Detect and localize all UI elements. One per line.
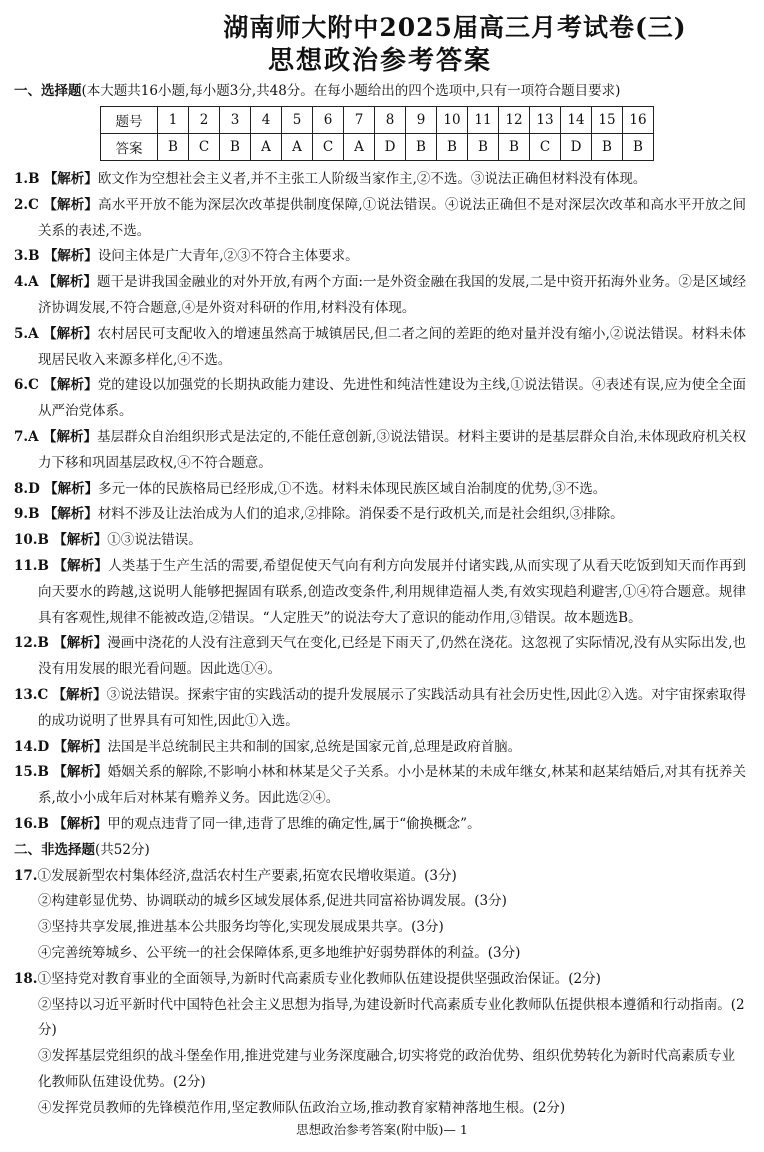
explanation-item [14, 812, 746, 838]
analysis-tag: 【解析】 [53, 635, 108, 652]
question-number-cell: 11 [468, 107, 499, 134]
item-number: 14.D [14, 738, 50, 755]
item-number: 7.A [14, 428, 39, 445]
analysis-tag: 【解析】 [42, 274, 98, 291]
section-2-label: 二、非选择题 [14, 841, 95, 858]
explanation-text: 高水平开放不能为深层次改革提供制度保障,①说法错误。④说法正确但不是对深层次改革和高水平开放之间关系的表述,不选。 [38, 196, 747, 239]
question-number-cell: 6 [313, 107, 344, 134]
q18-point: ④发挥党员教师的先锋模范作用,坚定教师队伍政治立场,推动教育家精神落地生根。(2分) [38, 1099, 566, 1116]
q18-point: ①坚持党对教育事业的全面领导,为新时代高素质专业化教师队伍建设提供坚强政治保证。(2分) [37, 970, 601, 987]
section-2-note: (共52分) [95, 841, 150, 858]
explanation-text: 党的建设以加强党的长期执政能力建设、先进性和纯洁性建设为主线,①说法错误。④表述有误,应为使全全面从严治党体系。 [38, 377, 746, 420]
question-18 [14, 967, 746, 1122]
answer-cell: C [189, 134, 220, 161]
question-number-cell: 16 [623, 107, 654, 134]
q17-point: ④完善统筹城乡、公平统一的社会保障体系,更多地维护好弱势群体的利益。(3分) [38, 944, 521, 961]
question-number-cell: 8 [375, 107, 406, 134]
q18-point: ②坚持以习近平新时代中国特色社会主义思想为指导,为建设新时代高素质专业化教师队伍提供根本遵循和行动指南。(2分) [38, 996, 745, 1039]
answer-cell: B [592, 134, 623, 161]
answer-cell: B [406, 134, 437, 161]
item-number: 8.D [14, 480, 40, 497]
answer-cell: B [158, 134, 189, 161]
q18-first-point [14, 967, 746, 993]
answer-cell: B [499, 134, 530, 161]
row-label-answer: 答案 [101, 134, 158, 161]
analysis-tag: 【解析】 [44, 480, 99, 497]
section-1-heading [14, 80, 746, 102]
explanation-item [14, 477, 746, 503]
explanation-item [14, 554, 746, 631]
explanation-text: 法国是半总统制民主共和制的国家,总统是国家元首,总理是政府首脑。 [107, 738, 522, 755]
page-footer: 思想政治参考答案(附中版)— 1 [296, 1122, 468, 1137]
item-number: 3.B [14, 248, 40, 265]
item-number: 2.C [14, 196, 39, 213]
question-number-cell: 9 [406, 107, 437, 134]
row-label-number: 题号 [101, 107, 158, 134]
analysis-tag: 【解析】 [53, 815, 108, 832]
answer-cell: C [313, 134, 344, 161]
explanation-text: 基层群众自治组织形式是法定的,不能任意创新,③说法错误。材料主要讲的是基层群众自治,未体现政府机关权力下移和巩固基层政权,④不符合题意。 [38, 428, 747, 471]
analysis-tag: 【解析】 [53, 738, 108, 755]
analysis-tag: 【解析】 [42, 325, 98, 342]
question-number-cell: 1 [158, 107, 189, 134]
item-number: 5.A [14, 325, 39, 342]
explanation-item [14, 683, 746, 735]
answer-cell: A [344, 134, 375, 161]
analysis-tag: 【解析】 [43, 171, 98, 187]
item-number: 6.C [14, 377, 39, 394]
analysis-tag: 【解析】 [42, 428, 98, 445]
analysis-tag: 【解析】 [52, 686, 107, 703]
answer-cell: B [437, 134, 468, 161]
explanation-text: 多元一体的民族格局已经形成,①不选。材料未体现民族区域自治制度的优势,③不选。 [98, 480, 607, 497]
analysis-tag: 【解析】 [43, 248, 98, 265]
explanation-item [14, 502, 746, 528]
answer-cell: D [375, 134, 406, 161]
answer-cell: B [220, 134, 251, 161]
section-2-heading [14, 838, 746, 864]
answer-table [100, 106, 654, 161]
explanation-item [14, 244, 746, 270]
item-number: 1.B [14, 171, 40, 187]
exam-title: 湖南师大附中2025届高三月考试卷(三) [223, 13, 687, 42]
explanation-item [14, 528, 746, 554]
explanation-text: 材料不涉及让法治成为人们的追求,②排除。消保委不是行政机关,而是社会组织,③排除。 [97, 506, 624, 523]
question-number-cell: 12 [499, 107, 530, 134]
analysis-tag: 【解析】 [53, 764, 108, 781]
analysis-tag: 【解析】 [43, 196, 99, 213]
question-number-cell: 5 [282, 107, 313, 134]
answer-cell: D [561, 134, 592, 161]
answer-cell: A [282, 134, 313, 161]
explanation-item [14, 760, 746, 812]
analysis-tag: 【解析】 [43, 506, 98, 523]
question-17 [14, 864, 746, 967]
item-number: 12.B [14, 635, 49, 652]
q17-point: ③坚持共享发展,推进基本公共服务均等化,实现发展成果共享。(3分) [38, 919, 444, 936]
item-number: 16.B [14, 815, 49, 832]
explanation-item [14, 193, 746, 245]
explanation-text: 甲的观点违背了同一律,违背了思维的确定性,属于“偷换概念”。 [107, 815, 481, 832]
explanation-text: ①③说法错误。 [107, 532, 202, 549]
analysis-tag: 【解析】 [53, 532, 108, 549]
item-number: 9.B [14, 506, 40, 523]
question-number-cell: 2 [189, 107, 220, 134]
analysis-tag: 【解析】 [53, 557, 109, 574]
q17-point: ②构建彰显优势、协调联动的城乡区域发展体系,促进共同富裕协调发展。(3分) [38, 893, 507, 910]
q18-number: 18. [14, 970, 38, 987]
question-number-cell: 3 [220, 107, 251, 134]
explanation-item [14, 735, 746, 761]
item-number: 13.C [14, 686, 49, 703]
answer-cell: B [623, 134, 654, 161]
answer-key-title: 思想政治参考答案 [267, 46, 492, 76]
section-1-note: (本大题共16小题,每小题3分,共48分。在每小题给出的四个选项中,只有一项符合题目要求) [81, 83, 621, 99]
explanation-text: 农村居民可支配收入的增速虽然高于城镇居民,但二者之间的差距的绝对量并没有缩小,②说法错误。材料未体现居民收入来源多样化,④不选。 [38, 325, 746, 368]
choice-explanations [14, 167, 746, 838]
answer-cell: C [530, 134, 561, 161]
question-number-cell: 4 [251, 107, 282, 134]
section-1-label: 一、选择题 [14, 83, 82, 99]
q17-first-point [14, 864, 746, 890]
explanation-text: 题干是讲我国金融业的对外开放,有两个方面:一是外资金融在我国的发展,二是中资开拓海外业务。②是区域经济协调发展,不符合题意,④是外资对科研的作用,材料没有体现。 [38, 274, 747, 316]
question-number-cell: 15 [592, 107, 623, 134]
explanation-text: 人类基于生产生活的需要,希望促使天气向有利方向发展并付诸实践,从而实现了从看天吃饭到知天而作再到向天要水的跨越,这说明人能够把握固有联系,创造改变条件,利用规律造福人类,有效实现趋利避害,①④符合题意。规律具有客观性,规律不能被改造,②错误。“人定胜天”的说法夸大了意识的能动作用,③错误。故本题选B。 [38, 557, 746, 626]
explanation-item [14, 270, 746, 322]
analysis-tag: 【解析】 [43, 377, 98, 394]
question-number-cell: 14 [561, 107, 592, 134]
answer-cell: A [251, 134, 282, 161]
answer-table-answer-row [101, 134, 654, 161]
explanation-item [14, 167, 746, 193]
explanation-text: 漫画中浇花的人没有注意到天气在变化,已经是下雨天了,仍然在浇花。这忽视了实际情况,没有从实际出发,也没有用发展的眼光看问题。因此选①④。 [38, 635, 746, 678]
explanation-item [14, 631, 746, 683]
question-number-cell: 7 [344, 107, 375, 134]
explanation-text: 欧文作为空想社会主义者,并不主张工人阶级当家作主,②不选。③说法正确但材料没有体现。 [97, 171, 647, 187]
answer-table-number-row [101, 107, 654, 134]
answer-cell: B [468, 134, 499, 161]
item-number: 4.A [14, 274, 39, 291]
question-number-cell: 13 [530, 107, 561, 134]
q18-point: ③发挥基层党组织的战斗堡垒作用,推进党建与业务深度融合,切实将党的政治优势、组织优势转化为新时代高素质专业化教师队伍建设优势。(2分) [38, 1048, 736, 1090]
explanation-item [14, 425, 746, 477]
item-number: 15.B [14, 764, 49, 781]
q17-number: 17. [14, 867, 38, 884]
explanation-item [14, 322, 746, 374]
q17-point: ①发展新型农村集体经济,盘活农村生产要素,拓宽农民增收渠道。(3分) [37, 867, 457, 884]
item-number: 11.B [14, 557, 49, 574]
explanation-text: 婚姻关系的解除,不影响小林和林某是父子关系。小小是林某的未成年继女,林某和赵某结婚后,对其有抚养关系,故小小成年后对林某有赡养义务。因此选②④。 [38, 764, 747, 807]
explanation-item [14, 373, 746, 425]
question-number-cell: 10 [437, 107, 468, 134]
explanation-text: 设问主体是广大青年,②③不符合主体要求。 [97, 248, 359, 265]
explanation-text: ③说法错误。探索宇宙的实践活动的提升发展展示了实践活动具有社会历史性,因此②入选。对宇宙探索取得的成功说明了世界具有可知性,因此①入选。 [38, 686, 747, 729]
item-number: 10.B [14, 532, 49, 549]
